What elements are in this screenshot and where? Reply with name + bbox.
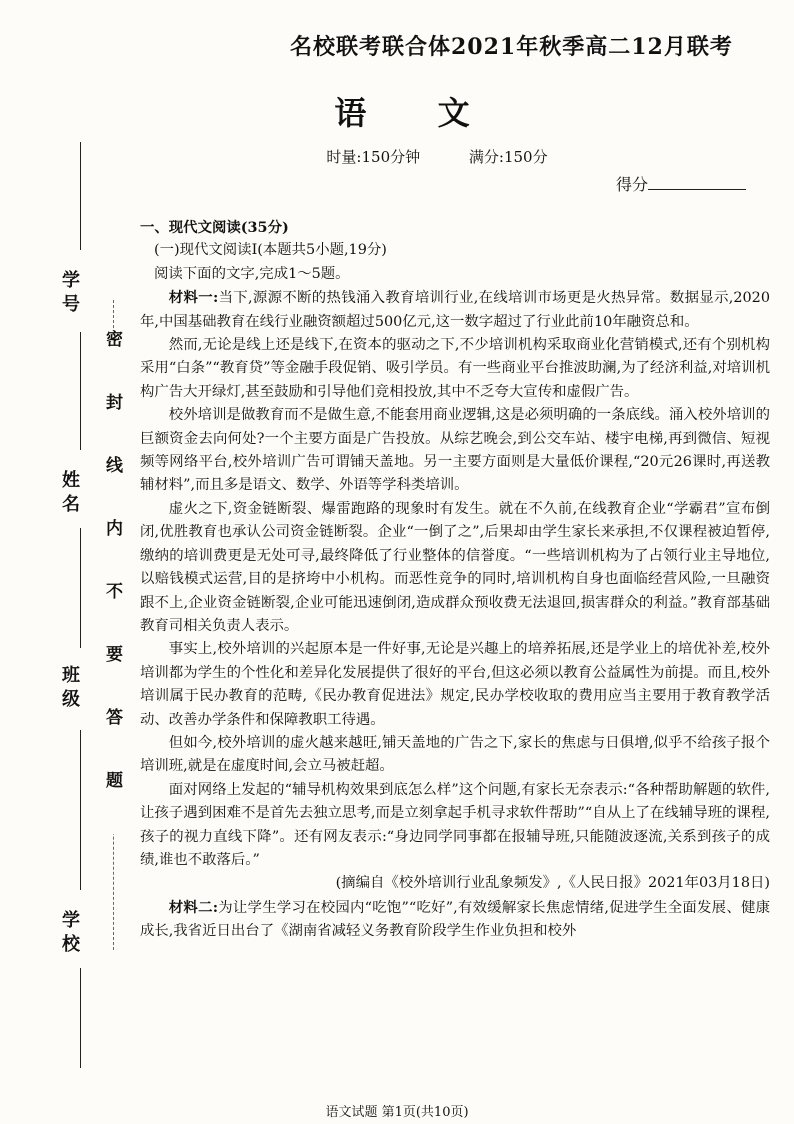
- material1-paragraph-5: 事实上,校外培训的兴起原本是一件好事,无论是兴趣上的培养拓展,还是学业上的培优补差,校外培训都为学生的个性化和差异化发展提供了很好的平台,但这必须以教育公益属性为前提。而且,校外培训属于民办教育的范畴,《民办教育促进法》规定,民办学校收取的费用应当主要用于教育教学活动、改善办学条件和保障教职工待遇。: [140, 641, 770, 728]
- material1-paragraph-6: 但如今,校外培训的虚火越来越旺,铺天盖地的广告之下,家长的焦虑与日俱增,似乎不给孩子报个培训班,就是在虚度时间,会立马被赶超。: [140, 734, 770, 775]
- exam-content: [140, 216, 770, 944]
- exam-title: 名校联考联合体2021年秋季高二12月联考: [290, 34, 733, 60]
- material1-label: 材料一:: [168, 289, 219, 307]
- instruction: 阅读下面的文字,完成1～5题。: [154, 265, 350, 282]
- material1-source: (摘编自《校外培训行业乱象频发》,《人民日报》2021年03月18日): [335, 875, 770, 892]
- page-footer: 语文试题 第1页(共10页): [325, 1105, 469, 1120]
- subsection-heading: (一)现代文阅读Ⅰ(本题共5小题,19分): [154, 242, 387, 259]
- section-heading: 一、现代文阅读(35分): [140, 219, 289, 236]
- student-no-line: [80, 332, 81, 450]
- material1-paragraph-2: 然而,无论是线上还是线下,在资本的驱动之下,不少培训机构采取商业化营销模式,还有个别机构采用“白条”“教育贷”等金融手段促销、吸引学员。有一些商业平台推波助澜,为了经济利益,对培训机构广告大开绿灯,甚至鼓励和引导他们竞相投放,其中不乏夸大宣传和虚假广告。: [140, 337, 770, 400]
- full-score: 满分:150分: [468, 148, 548, 166]
- subject-title: 语 文: [334, 94, 500, 132]
- score-label: 得分: [616, 175, 649, 194]
- material1-paragraph-1: [140, 286, 770, 334]
- score-field[interactable]: [616, 172, 746, 195]
- school-line: [80, 968, 81, 1068]
- class-line: [80, 730, 81, 890]
- material1-paragraph-7: 面对网络上发起的“辅导机构效果到底怎么样”这个问题,有家长无奈表示:“各种帮助解题的软件,让孩子遇到困难不是首先去独立思考,而是立刻拿起手机寻求软件帮助”“自从上了在线辅导班的课程,孩子的视力直线下降”。还有网友表示:“身边同学同事都在报辅导班,只能随波逐流,关系到孩子的成绩,谁也不敢落后。”: [140, 781, 770, 868]
- paragraph-text: 当下,源源不断的热钱涌入教育培训行业,在线培训市场更是火热异常。数据显示,2020年,中国基础教育在线行业融资额超过500亿元,这一数字超过了行业此前10年融资总和。: [140, 290, 770, 330]
- school-label: 学 校: [59, 910, 80, 953]
- paragraph-text: 为让学生学习在校园内“吃饱”“吃好”,有效缓解家长焦虑情绪,促进学生全面发展、健康成长,我省近日出台了《湖南省减轻义务教育阶段学生作业负担和校外: [140, 899, 770, 940]
- seal-notice: 密封线内不要答题: [100, 330, 125, 834]
- name-line: [80, 528, 81, 648]
- exam-info: [0, 146, 794, 167]
- binding-strip: [0, 0, 150, 1124]
- name-label: 姓 名: [59, 470, 80, 513]
- material2-paragraph-1: [140, 896, 770, 944]
- time-limit: 时量:150分钟: [326, 148, 421, 166]
- student-no-label: 学 号: [59, 270, 80, 313]
- score-blank[interactable]: [648, 175, 746, 190]
- class-label: 班 级: [59, 665, 80, 708]
- material1-paragraph-4: 虚火之下,资金链断裂、爆雷跑路的现象时有发生。就在不久前,在线教育企业“学霸君”宣布倒闭,优胜教育也承认公司资金链断裂。企业“一倒了之”,后果却由学生家长来承担,不仅课程被迫暂停,缴纳的培训费更是无处可寻,最终降低了行业整体的信誉度。“一些培训机构为了占领行业主导地位,以赔钱模式运营,目的是挤垮中小机构。而恶性竞争的同时,培训机构自身也面临经营风险,一旦融资跟不上,企业资金链断裂,企业可能迅速倒闭,造成群众预收费无法退回,损害群众的利益。”教育部基础教育司相关负责人表示。: [140, 500, 770, 634]
- material2-label: 材料二:: [168, 898, 219, 916]
- material1-paragraph-3: 校外培训是做教育而不是做生意,不能套用商业逻辑,这是必须明确的一条底线。涌入校外培训的巨额资金去向何处?一个主要方面是广告投放。从综艺晚会,到公交车站、楼宇电梯,再到微信、短视频等网络平台,校外培训广告可谓铺天盖地。另一主要方面则是大量低价课程,“20元26课时,再送教辅材料”,而且多是语文、数学、外语等学科类培训。: [140, 407, 770, 494]
